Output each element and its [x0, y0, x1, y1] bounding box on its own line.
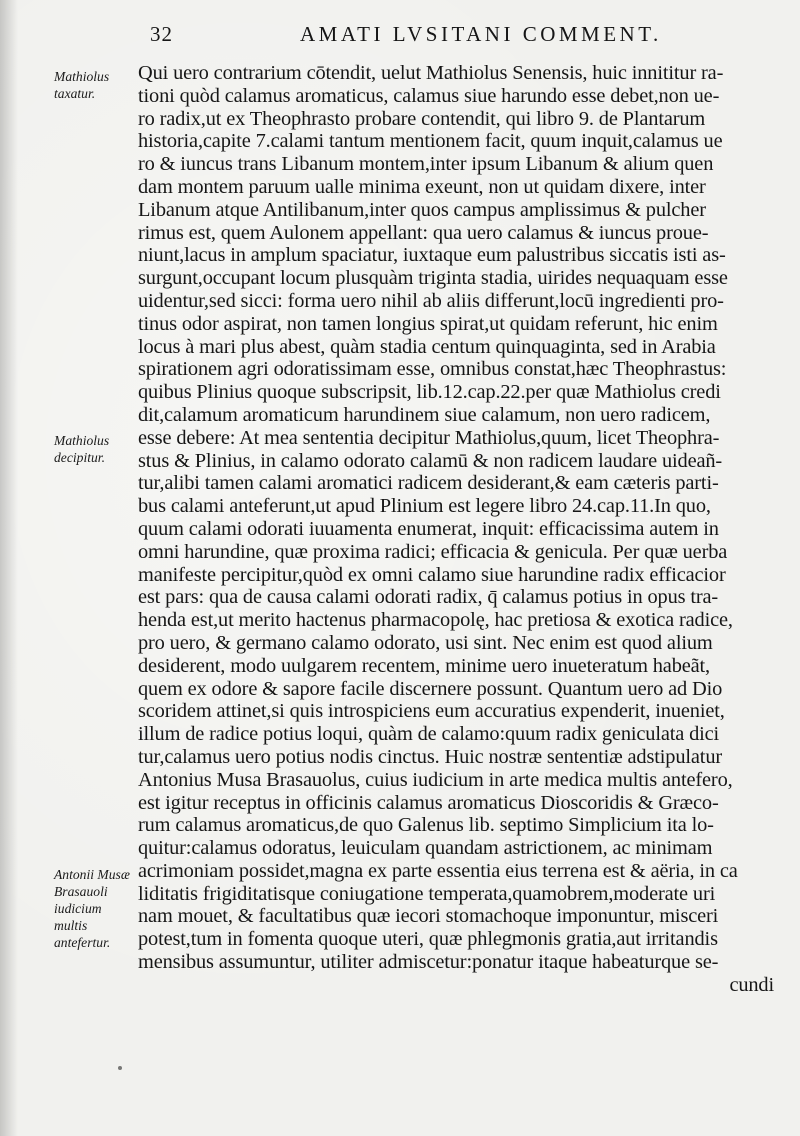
text-line: rum calamus aromaticus,de quo Galenus lib. septimo Simplicium ita lo-	[138, 814, 714, 837]
text-line: uidentur,sed sicci: forma uero nihil ab aliis differunt,locū ingredienti pro-	[138, 289, 724, 312]
text-line: acrimoniam possidet,magna ex parte essentia eius terrena est & aëria, in ca	[138, 859, 738, 882]
text-line: quitur:calamus odoratus, leuiculam quandam astrictionem, ac minimam	[138, 837, 713, 860]
page-number: 32	[150, 22, 173, 46]
text-line: quem ex odore & sapore facile discernere possunt. Quantum uero ad Dio	[138, 677, 723, 700]
text-line: ro radix,ut ex Theophrasto probare contendit, qui libro 9. de Plantarum	[138, 107, 706, 130]
text-line: desiderent, modo uulgarem recentem, minime uero inueteratum habeãt,	[138, 654, 710, 677]
text-line: est igitur receptus in officinis calamus aromaticus Dioscoridis & Græco-	[138, 791, 719, 814]
text-line: scoridem attinet,si quis introspiciens eum accuratius expenderit, inueniet,	[138, 700, 725, 723]
text-line: dit,calamum aromaticum harundinem siue calamum, non uero radicem,	[138, 403, 711, 426]
page-header	[150, 14, 790, 44]
text-line: dam montem paruum ualle minima exeunt, non ut quidam dixere, inter	[138, 175, 706, 198]
text-line: surgunt,occupant locum plusquàm triginta stadia, uirides nequaquam esse	[138, 267, 728, 290]
text-line: quum calami odorati iuuamenta enumerat, inquit: efficacissima autem in	[138, 517, 719, 540]
binding-shadow	[0, 0, 18, 1136]
margin-note-mathiolus-taxatur: Mathiolus taxatur.	[54, 69, 110, 101]
text-line: locus à mari plus abest, quàm stadia centum quinquaginta, sed in Arabia	[138, 335, 716, 358]
bleed-through-mark	[66, 650, 126, 730]
text-line: nam mouet, & facultatibus quæ iecori stomachoque imponuntur, misceri	[138, 905, 719, 928]
text-line: Qui uero contrarium cōtendit, uelut Mathiolus Senensis, huic innititur ra-	[138, 62, 724, 84]
text-line: tur,alibi tamen calami aromatici radicem desiderant,& eam cæteris parti-	[138, 472, 719, 495]
text-line: henda est,ut merito hactenus pharmacopolę, hac pretiosa & exotica radice,	[138, 609, 733, 632]
text-line: historia,capite 7.calami tantum mentionem facit, quum inquit,calamus ue	[138, 130, 723, 153]
text-line: omni harundine, quæ proxima radici; efficacia & genicula. Per quæ uerba	[138, 540, 728, 563]
ink-speck	[118, 1066, 122, 1070]
text-line: liditatis frigiditatisque coniugatione temperata,quamobrem,moderate uri	[138, 882, 716, 905]
text-line: ro & iuncus trans Libanum montem,inter ipsum Libanum & alium quen	[138, 153, 714, 176]
body-text	[138, 62, 788, 997]
text-line: pro uero, & germano calamo odorato, usi sint. Nec enim est quod alium	[138, 631, 713, 654]
text-line: est pars: qua de causa calami odorati radix, q̄ calamus potius in opus tra-	[138, 586, 719, 609]
text-line: niunt,lacus in amplum spaciatur, iuxtaque eum palustribus siccatis isti as-	[138, 244, 726, 267]
margin-note-mathiolus-decipitur: Mathiolus decipitur.	[54, 433, 110, 465]
text-line: potest,tum in fomenta quoque uteri, quæ phlegmonis gratia,aut irritandis	[138, 928, 718, 951]
text-line: Libanum atque Antilibanum,inter quos campus amplissimus & pulcher	[138, 198, 706, 221]
text-line: illum de radice potius loqui, quàm de calamo:quum radix geniculata dici	[138, 723, 720, 746]
running-title: AMATI LVSITANI COMMENT.	[300, 22, 662, 46]
text-line: quibus Plinius quoque subscripsit, lib.12.cap.22.per quæ Mathiolus credi	[138, 381, 721, 404]
text-line: spirationem agri odoratissimam esse, omnibus constat,hæc Theophrastus:	[138, 358, 727, 381]
text-line: Antonius Musa Brasauolus, cuius iudicium in arte medica multis antefero,	[138, 768, 733, 791]
catchword: cundi	[729, 973, 774, 996]
text-line: rimus est, quem Aulonem appellant: qua uero calamus & iuncus proue-	[138, 221, 709, 244]
text-line: tinus odor aspirat, non tamen longius spirat,ut quidam referunt, hic enim	[138, 312, 718, 335]
bleed-through-mark	[68, 220, 128, 260]
text-line: tur,calamus uero potius nodis cinctus. Huic nostræ sententiæ adstipulatur	[138, 745, 723, 768]
text-line: mensibus assumuntur, utiliter admiscetur:ponatur itaque habeaturque se-	[138, 951, 719, 974]
text-line: stus & Plinius, in calamo odorato calamū & non radicem laudare uideañ-	[138, 449, 723, 472]
margin-note-antonii-musae: Antonii Musæ Brasauoli iudicium multis antefertur.	[54, 867, 130, 950]
text-line: manifeste percipitur,quòd ex omni calamo siue harundine radix efficacior	[138, 563, 726, 586]
text-line: esse debere: At mea sententia decipitur Mathiolus,quum, licet Theophra-	[138, 426, 720, 449]
text-line: bus calami anteferunt,ut apud Plinium est legere libro 24.cap.11.In quo,	[138, 495, 711, 518]
text-line: tioni quòd calamus aromaticus, calamus siue harundo esse debet,non ue-	[138, 84, 720, 107]
